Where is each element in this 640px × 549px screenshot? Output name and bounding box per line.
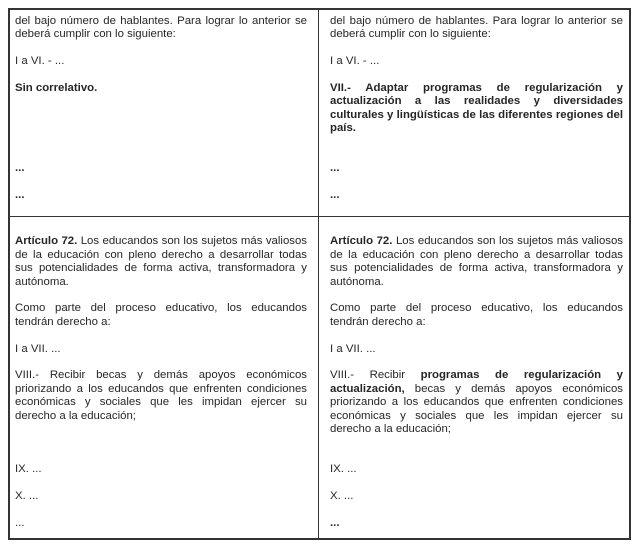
paragraph xyxy=(330,302,623,329)
blank-line xyxy=(15,122,307,135)
paragraph xyxy=(15,343,307,356)
blank-line xyxy=(15,69,307,82)
text-span: IX. ... xyxy=(330,463,357,476)
blank-line xyxy=(330,69,623,82)
blank-line xyxy=(15,109,307,122)
cell-row1-current-text xyxy=(10,10,319,217)
paragraph xyxy=(330,15,623,42)
blank-line xyxy=(330,176,623,189)
text-span: del bajo número de hablantes. Para lograr lo anterior se deberá cumplir con lo siguiente: xyxy=(330,15,623,41)
paragraph xyxy=(330,490,623,503)
blank-line xyxy=(330,149,623,162)
text-span: I a VII. ... xyxy=(330,342,376,355)
blank-line xyxy=(15,423,307,436)
paragraph xyxy=(330,235,623,289)
cell-row2-current-text xyxy=(10,217,319,538)
blank-line xyxy=(15,477,307,490)
text-span: Artículo 72. xyxy=(330,235,393,248)
paragraph xyxy=(15,235,307,289)
paragraph xyxy=(330,517,623,530)
blank-line xyxy=(15,95,307,108)
paragraph xyxy=(15,189,307,202)
blank-line xyxy=(15,176,307,189)
text-span: VIII.- Recibir becas y demás apoyos económicos priorizando a los educandos que enfrenten condiciones económicas y sociales que les impidan ejercer su derecho a la educación; xyxy=(15,369,307,422)
blank-line xyxy=(15,222,307,235)
blank-line xyxy=(330,329,623,342)
paragraph xyxy=(15,369,307,423)
text-span: I a VI. - ... xyxy=(15,55,65,68)
text-span: programas de regularización y actualización, xyxy=(330,369,623,395)
paragraph xyxy=(15,15,307,42)
blank-line xyxy=(330,450,623,463)
blank-line xyxy=(15,149,307,162)
blank-line xyxy=(330,42,623,55)
text-span: I a VII. ... xyxy=(15,342,61,355)
paragraph xyxy=(15,463,307,476)
paragraph xyxy=(330,162,623,175)
text-span: ... xyxy=(330,189,340,202)
paragraph xyxy=(330,82,623,136)
comparison-table xyxy=(8,8,631,540)
paragraph xyxy=(15,302,307,329)
text-span: del bajo número de hablantes. Para lograr lo anterior se deberá cumplir con lo siguiente: xyxy=(15,15,307,41)
cell-row2-proposed-text xyxy=(319,217,629,538)
text-span: VIII.- Recibir xyxy=(330,369,421,382)
blank-line xyxy=(330,436,623,449)
paragraph xyxy=(15,55,307,68)
text-span: ... xyxy=(15,189,25,202)
text-span: X. ... xyxy=(330,490,354,503)
text-span: Como parte del proceso educativo, los educandos tendrán derecho a: xyxy=(330,302,623,328)
paragraph xyxy=(15,490,307,503)
blank-line xyxy=(15,356,307,369)
text-span: IX. ... xyxy=(15,463,42,476)
blank-line xyxy=(330,356,623,369)
text-span: ... xyxy=(15,162,25,175)
paragraph xyxy=(15,162,307,175)
text-span: Como parte del proceso educativo, los educandos tendrán derecho a: xyxy=(15,302,307,328)
text-span: ... xyxy=(330,516,340,529)
blank-line xyxy=(330,136,623,149)
blank-line xyxy=(15,42,307,55)
text-span: Los educandos son los sujetos más valiosos de la educación con pleno derecho a desarrollar todas sus potencialidades de forma activa, transformadora y autónoma. xyxy=(15,235,308,288)
text-span: VII.- Adaptar programas de regularización y actualización a las realidades y diversidades culturales y lingüísticas de las diferentes regiones del país. xyxy=(330,82,623,135)
blank-line xyxy=(330,289,623,302)
text-span: ... xyxy=(15,516,25,529)
text-span: Artículo 72. xyxy=(15,235,78,248)
blank-line xyxy=(330,477,623,490)
paragraph xyxy=(330,369,623,436)
paragraph xyxy=(330,343,623,356)
text-span: I a VI. - ... xyxy=(330,55,380,68)
blank-line xyxy=(15,289,307,302)
blank-line xyxy=(15,436,307,449)
blank-line xyxy=(15,136,307,149)
paragraph xyxy=(330,55,623,68)
text-span: Sin correlativo. xyxy=(15,82,98,94)
text-span: ... xyxy=(330,162,340,175)
blank-line xyxy=(330,503,623,516)
text-span: X. ... xyxy=(15,490,39,502)
blank-line xyxy=(330,222,623,235)
paragraph xyxy=(330,463,623,476)
text-span: Los educandos son los sujetos más valiosos de la educación con pleno derecho a desarrollar todas sus potencialidades de forma activa, transformadora y autónoma. xyxy=(330,235,624,288)
paragraph xyxy=(15,517,307,530)
text-span: becas y demás apoyos económicos priorizando a los educandos que enfrenten condiciones económicas y sociales que les impidan ejercer su derecho a la educación; xyxy=(330,382,623,436)
blank-line xyxy=(15,329,307,342)
blank-line xyxy=(15,450,307,463)
paragraph xyxy=(15,82,307,95)
cell-row1-proposed-text xyxy=(319,10,629,217)
blank-line xyxy=(15,503,307,516)
paragraph xyxy=(330,189,623,202)
